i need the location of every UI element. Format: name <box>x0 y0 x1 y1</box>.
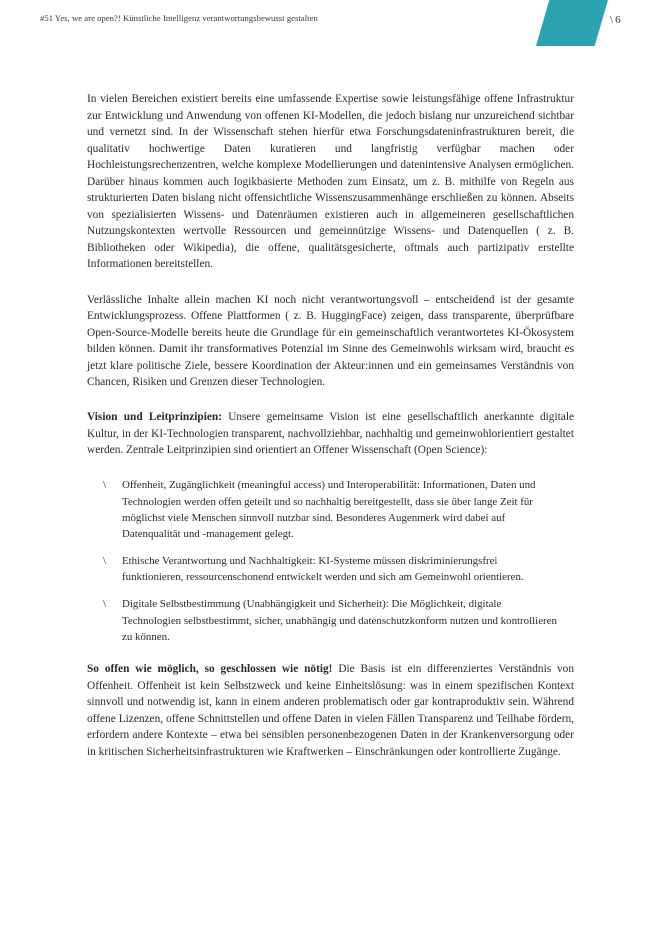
vision-lead-label: Vision und Leitprinzipien: <box>87 411 222 424</box>
closing-body-text: Die Basis ist ein differenziertes Verständnis von Offenheit. Offenheit ist kein Selbstzweck und keine Einheitslösung: was in einem spezifischen Kontext sinnvoll und notwendig ist, kann in einem anderen problematisch oder gar kontraproduktiv sein. Während offene Lizenzen, offene Schnittstellen und offene Daten in vielen Fällen Transparenz und Teilhabe fördern, erfordern andere Kontexte – etwa bei sensiblen personenbezogenen Daten in der Krankenversorgung oder in kritischen Sicherheitsinfrastrukturen wie Kraftwerken – Einschränkungen oder kontrollierte Zugänge. <box>87 663 575 758</box>
backslash-bullet-icon: \ <box>103 598 107 611</box>
page-number-value: 6 <box>615 14 621 26</box>
paragraph-openness-closing <box>87 661 574 760</box>
header-document-title: #51 Yes, we are open?! Künstliche Intelligenz verantwortungsbewusst gestalten <box>40 13 318 23</box>
paragraph-reliable-content: Verlässliche Inhalte allein machen KI noch nicht verantwortungsvoll – entscheidend ist der gesamte Entwicklungsprozess. Offene Plattformen ( z. B. HuggingFace) zeigen, dass transparente, überprüfbare Open-Source-Modelle bereits heute die Grundlage für ein gemeinschaftlich verantwortetes KI-Ökosystem bilden können. Damit ihr transformatives Potenzial im Sinne des Gemeinwohls wirksam wird, braucht es jetzt klare politische Ziele, bessere Koordination der Akteur:innen und ein gemeinsames Verständnis von Chancen, Risiken und Grenzen dieser Technologien. <box>87 293 574 389</box>
page-number <box>610 14 621 27</box>
closing-lead-label: So offen wie möglich, so geschlossen wie nötig! <box>87 663 333 676</box>
page-number-slash: \ <box>610 14 614 26</box>
list-item-text: Digitale Selbstbestimmung (Unabhängigkeit und Sicherheit): Die Möglichkeit, digitale Technologien selbstbestimmt, sicher, unabhängig und datenschutzkonform nutzen und kontrollieren zu können. <box>122 598 557 643</box>
list-item <box>87 553 574 586</box>
paragraph-vision-principles <box>87 409 574 459</box>
list-item-text: Ethische Verantwortung und Nachhaltigkeit: KI-Systeme müssen diskriminierungsfrei funktionieren, ressourcenschonend entwickelt werden und sich am Gemeinwohl orientieren. <box>122 555 524 584</box>
principles-list <box>87 477 574 645</box>
list-item-text: Offenheit, Zugänglichkeit (meaningful access) und Interoperabilität: Informationen, Daten und Technologien werden offen geteilt und so nachhaltig bereitgestellt, dass sie über lange Zeit für möglichst viele Menschen sinnvoll nutzbar sind. Besonderes Augenmerk wird dabei auf Datenqualität und -management gelegt. <box>122 479 536 541</box>
document-body <box>87 91 574 760</box>
backslash-bullet-icon: \ <box>103 555 107 568</box>
teal-parallelogram-decoration <box>536 0 608 46</box>
paragraph-open-infrastructure: In vielen Bereichen existiert bereits eine umfassende Expertise sowie leistungsfähige offene Infrastruktur zur Entwicklung und Anwendung von offenen KI-Modellen, die jedoch bislang nur unzureichend sichtbar und vernetzt sind. In der Wissenschaft stehen hierfür etwa Forschungsdateninfrastrukturen bereit, die qualitativ hochwertige Daten kuratieren und langfristig verfügbar machen oder Hochleistungsrechenzentren, welche komplexe Modellierungen und datenintensive Analysen ermöglichen. Darüber hinaus kommen auch logikbasierte Methoden zum Einsatz, um z. B. mithilfe von Regeln aus strukturierten Daten bislang nicht offensichtliche Wissenszusammenhänge erschließen zu können. Abseits von spezialisierten Wissens- und Datenräumen existieren auch in allgemeineren gesellschaftlichen Nutzungskontexten wertvolle Ressourcen und gemeinnützige Wissens- und Datenquellen ( z. B. Bibliotheken oder Wikipedia), die offene, qualitätsgesicherte, oftmals auch partizipativ erstellte Informationen bereitstellen. <box>87 93 574 271</box>
vision-body-text: Unsere gemeinsame Vision ist eine gesellschaftlich anerkannte digitale Kultur, in der KI-Technologien transparent, nachvollziehbar, nachhaltig und gemeinwohlorientiert gestaltet werden. Zentrale Leitprinzipien sind orientiert an Offener Wissenschaft (Open Science): <box>87 411 575 457</box>
list-item <box>87 477 574 542</box>
list-item <box>87 596 574 645</box>
backslash-bullet-icon: \ <box>103 479 107 492</box>
page-header <box>0 0 662 58</box>
principles-list-block <box>87 477 574 645</box>
